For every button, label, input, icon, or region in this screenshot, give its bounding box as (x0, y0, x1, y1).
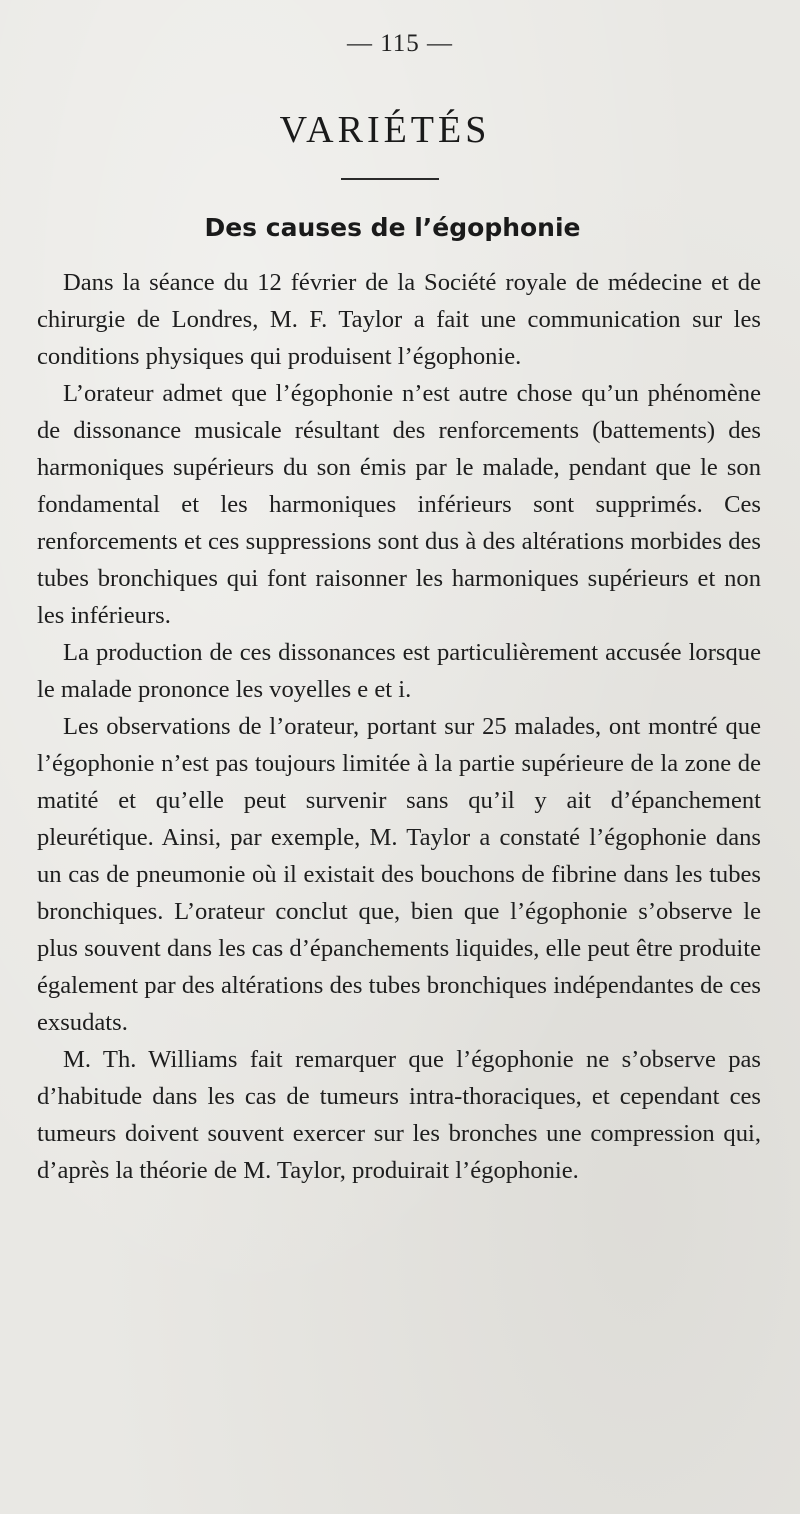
paragraph-2: L’orateur admet que l’égophonie n’est autre chose qu’un phénomène de dissonance musicale résultant des renforcements (battements) des harmoniques supérieurs du son émis par le malade, pendant que le son fondamental et les harmoniques inférieurs sont supprimés. Ces renforcements et ces suppressions sont dus à des altérations morbides des tubes bronchiques qui font raisonner les harmoniques supérieurs et non les inférieurs. (37, 380, 761, 629)
article-body (37, 264, 761, 1189)
page-number: — 115 — (346, 30, 454, 57)
paragraph-4: Les observations de l’orateur, portant sur 25 malades, ont montré que l’égophonie n’est pas toujours limitée à la partie supérieure de la zone de matité et qu’elle peut survenir sans qu’il y ait d’épanchement pleurétique. Ainsi, par exemple, M. Taylor a constaté l’égophonie dans un cas de pneumonie où il existait des bouchons de fibrine dans les tubes bronchiques. L’orateur conclut que, bien que l’égophonie s’observe le plus souvent dans les cas d’épanchements liquides, elle peut être produite également par des altérations des tubes bronchiques indépendantes de ces exsudats. (37, 713, 761, 1036)
paragraph-3: La production de ces dissonances est particulièrement accusée lorsque le malade prononce les voyelles e et i. (37, 639, 761, 703)
section-title: VARIÉTÉS (279, 109, 491, 151)
paragraph-1: Dans la séance du 12 février de la Société royale de médecine et de chirurgie de Londres, M. F. Taylor a fait une communication sur les conditions physiques qui produisent l’égophonie. (37, 269, 761, 370)
paragraph-5: M. Th. Williams fait remarquer que l’égophonie ne s’observe pas d’habitude dans les cas de tumeurs intra-thoraciques, et cependant ces tumeurs doivent souvent exercer sur les bronches une compression qui, d’après la théorie de M. Taylor, produirait l’égophonie. (37, 1046, 761, 1184)
article-title: Des causes de l’égophonie (204, 213, 581, 242)
title-divider (341, 178, 439, 180)
